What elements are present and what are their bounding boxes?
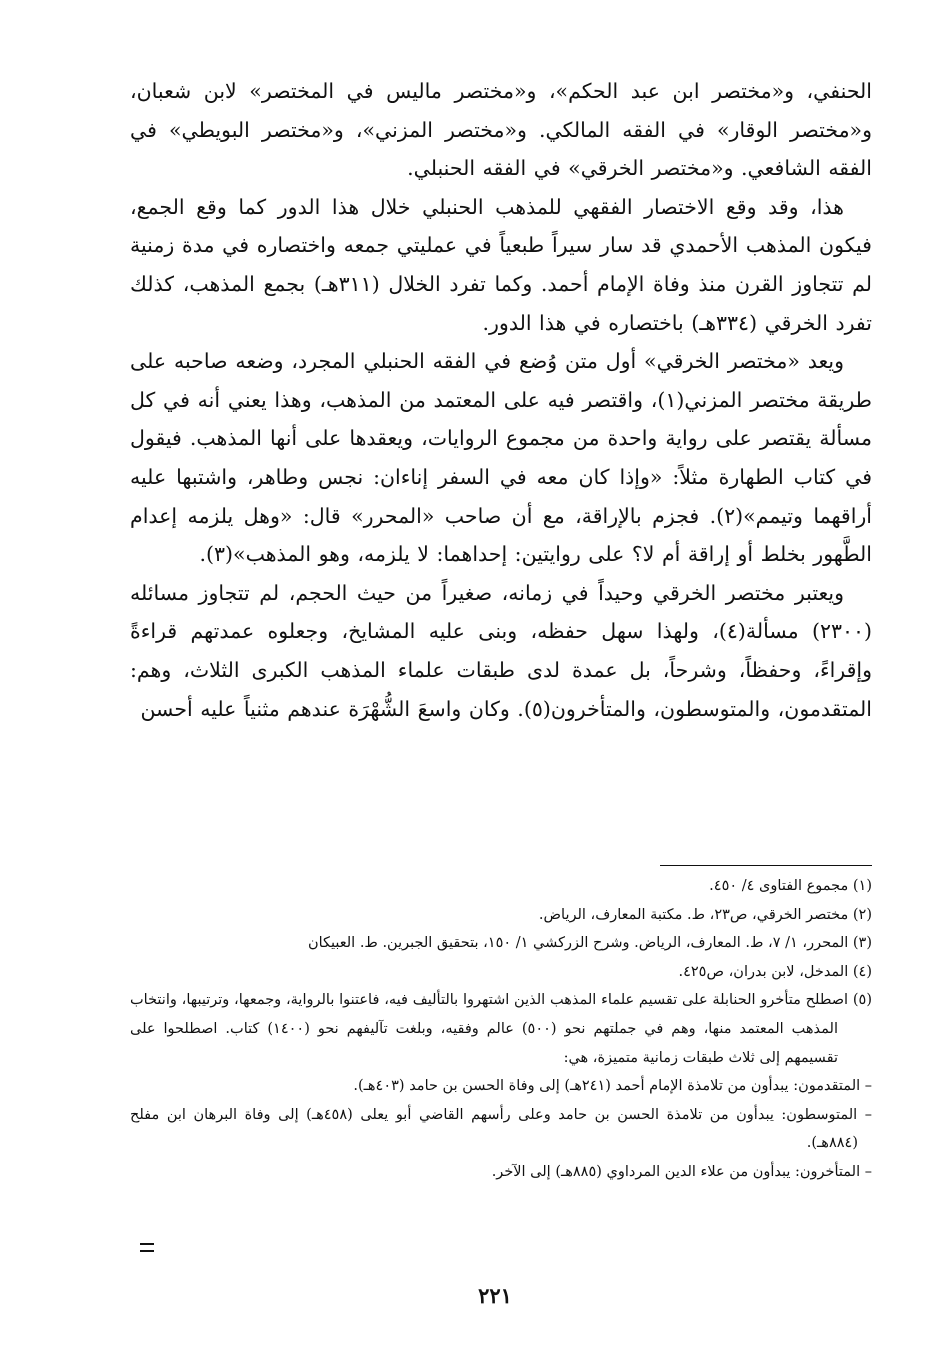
footnote-1: (١) مجموع الفتاوى ٤/ ٤٥٠. [709, 878, 872, 894]
paragraph-3: ويعد «مختصر الخرقي» أول متن وُضع في الفقه الحنبلي المجرد، وضعه صاحبه على طريقة مختصر المزني(١)، واقتصر فيه على المعتمد من المذهب، وهذا يعني أنه في كل مسألة يقتصر على رواية واحدة من مجموع الروايات، ويعقدها على أنها المذهب. فيقول في كتاب الطهارة مثلاً: «وإذا كان معه في السفر إناءان: نجس وطاهر، واشتبها عليه أراقهما وتيمم»(٢). فجزم بالإراقة، مع أن صاحب «المحرر» قال: «وهل يلزمه إعدام الطَّهور بخلط أو إراقة أم لا؟ على روايتين: إحداهما: لا يلزمه، وهو المذهب»(٣). [130, 349, 872, 567]
footnote-separator [660, 865, 872, 866]
footnote-item-late: – المتأخرون: يبدأون من علاء الدين المرداوي (٨٨٥هـ) إلى الآخر. [491, 1163, 872, 1180]
footnote-5: (٥) اصطلح متأخرو الحنابلة على تقسيم علماء المذهب الذين اشتهروا بالتأليف فيه، فاعتنوا بالرواية، وجمعها، وترتيبها، وانتخاب المذهب المعتمد منها، وهم في جملتهم نحو (٥٠٠) عالم وفقيه، وبلغت تآليفهم نحو (١٤٠٠) كتاب. اصطلحوا على تقسيمهم إلى ثلاث طبقات زمانية متميزة، هي: [130, 992, 872, 1066]
footnote-2: (٢) مختصر الخرقي، ص٢٣، ط. مكتبة المعارف، الرياض. [538, 906, 872, 923]
paragraph-1: الحنفي، و«مختصر ابن عبد الحكم»، و«مختصر ماليس في المختصر» لابن شعبان، و«مختصر الوقار» في الفقه المالكي. و«مختصر المزني»، و«مختصر البويطي» في الفقه الشافعي. و«مختصر الخرقي» في الفقه الحنبلي. [130, 79, 872, 181]
footnote-4: (٤) المدخل، لابن بدران، ص٤٢٥. [678, 963, 872, 980]
main-text [130, 72, 872, 728]
paragraph-4: ويعتبر مختصر الخرقي وحيداً في زمانه، صغيراً من حيث الحجم، لم تتجاوز مسائله (٢٣٠٠) مسألة(٤)، ولهذا سهل حفظه، وبنى عليه المشايخ، وجعلوه عمدتهم قراءةً وإقراءً، وحفظاً، وشرحاً، بل عمدة لدى طبقات علماء المذهب الكبرى الثلاث، وهم: المتقدمون، والمتوسطون، والمتأخرون(٥). وكان واسعَ الشُّهْرَة عندهم مثنياً عليه أحسن [130, 580, 873, 721]
footnotes [130, 872, 872, 1187]
footnote-item-early: – المتقدمون: يبدأون من تلامذة الإمام أحمد (٢٤١هـ) إلى وفاة الحسن بن حامد (٤٠٣هـ). [353, 1078, 872, 1095]
footnote-3: (٣) المحرر، ١/ ٧، ط. المعارف، الرياض. وشرح الزركشي ١/ ١٥٠، بتحقيق الجبرين. ط. العبيكان [307, 935, 872, 952]
continuation-mark [140, 1243, 154, 1252]
page-number: ٢٢١ [478, 1283, 512, 1308]
footnote-item-middle: – المتوسطون: يبدأون من تلامذة الحسن بن حامد وعلى رأسهم القاضي أبو يعلى (٤٥٨هـ) إلى وفاة البرهان ابن مفلح (٨٨٤هـ). [130, 1106, 872, 1152]
paragraph-2: هذا، وقد وقع الاختصار الفقهي للمذهب الحنبلي خلال هذا الدور كما وقع الجمع، فيكون المذهب الأحمدي قد سار سيراً طبعياً في عمليتي جمعه واختصاره في مدة زمنية لم تتجاوز القرن منذ وفاة الإمام أحمد. وكما تفرد الخلال (٣١١هـ) بجمع المذهب، كذلك تفرد الخرقي (٣٣٤هـ) باختصاره في هذا الدور. [130, 194, 873, 335]
